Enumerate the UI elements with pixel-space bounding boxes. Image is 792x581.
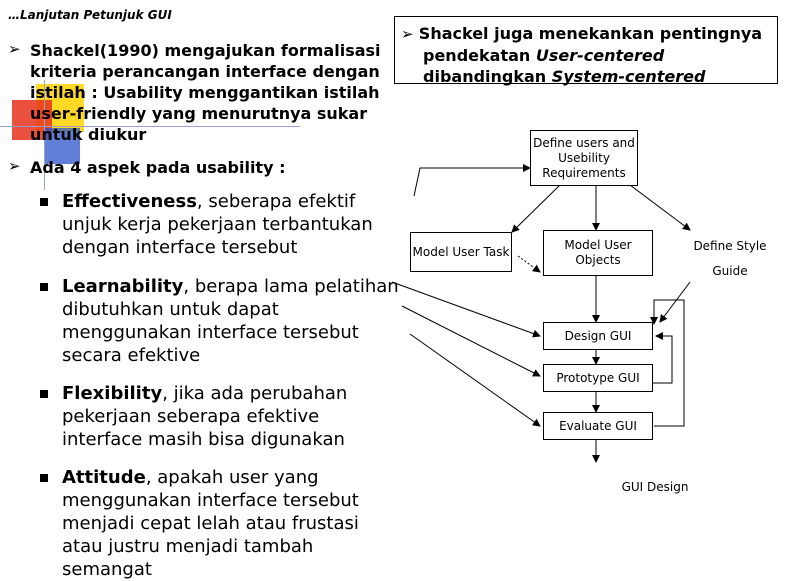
aspect-desc: , apakah user yang menggunakan interface tersebut menjadi cepat lelah atau frustasi atau justru menjadi tambah semangat: [62, 467, 359, 580]
arrow-left-to-design: [392, 282, 540, 336]
aspect-desc: , berapa lama pelatihan dibutuhkan untuk dapat menggunakan interface tersebut secara efektive: [62, 276, 399, 366]
define-style-label: Define Style: [693, 239, 767, 253]
arrow-bullet-icon: ➢: [401, 25, 419, 43]
loop-to-define: [414, 168, 530, 196]
arrow-bullet-icon: ➢: [8, 40, 21, 58]
aspect-desc: , jika ada perubahan pekerjaan seberapa efektive interface masih bisa digunakan: [62, 383, 348, 450]
aspect-desc: , seberapa efektif unjuk kerja pekerjaan terbantukan dengan interface tersebut: [62, 191, 373, 258]
note-line-2a: pendekatan: [423, 46, 536, 65]
arrow-bullet-icon: ➢: [8, 157, 21, 175]
model-user-task-box: Model User Task: [410, 232, 512, 272]
define-users-box: Define users and Usebility Requirements: [530, 130, 638, 186]
note-line-1: Shackel juga menekankan pentingnya: [418, 24, 763, 43]
arrow-left-to-evaluate: [410, 334, 540, 426]
gui-design-label: GUI Design: [621, 480, 689, 494]
define-style-label-2: Guide: [712, 264, 748, 278]
arrow-left-to-prototype: [402, 306, 540, 376]
aspect-term: Attitude: [62, 467, 146, 488]
note-line-2b: User-centered: [535, 46, 665, 65]
note-line-3b: System-centered: [551, 67, 706, 86]
bullet-text: Shackel(1990) mengajukan formalisasi kriteria perancangan interface dengan istilah : Usability menggantikan istilah user-friendly yang menurutnya sukar untuk diukur: [30, 41, 381, 144]
arrow-task-to-objects: [518, 256, 540, 272]
aspect-term: Flexibility: [62, 383, 163, 404]
aspect-term: Learnability: [62, 276, 184, 297]
design-gui-box: Design GUI: [543, 322, 653, 350]
slide-header: …Lanjutan Petunjuk GUI: [8, 8, 172, 22]
note-line-3a: dibandingkan: [423, 67, 552, 86]
evaluate-gui-box: Evaluate GUI: [543, 412, 653, 440]
prototype-gui-box: Prototype GUI: [543, 364, 653, 392]
arrow-define-to-task: [512, 185, 560, 232]
arrow-define-to-style: [630, 185, 690, 230]
arrow-style-to-design: [660, 282, 690, 322]
aspect-term: Effectiveness: [62, 191, 197, 212]
loop-evaluate-to-design: [654, 300, 684, 426]
model-user-objects-box: Model User Objects: [543, 230, 653, 276]
bullet-text: Ada 4 aspek pada usability :: [30, 158, 286, 177]
